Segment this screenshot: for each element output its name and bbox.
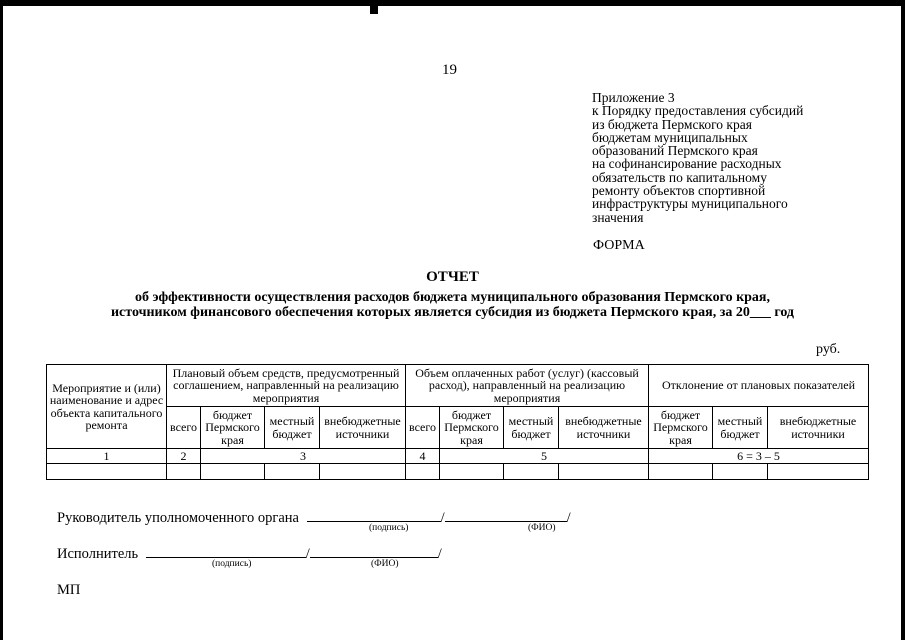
head-name-hint: (ФИО): [528, 523, 556, 533]
separator-slash: /: [566, 510, 571, 526]
table-cell[interactable]: [768, 464, 869, 480]
header-planned-group: Плановый объем средств, предусмотренный соглашением, направленный на реализацию мероприятия: [167, 365, 406, 407]
executor-label: Исполнитель: [57, 546, 139, 562]
header-planned-regional: бюджет Пермского края: [201, 407, 265, 449]
header-deviation-local: местный бюджет: [713, 407, 768, 449]
scan-border-top: [0, 0, 905, 6]
appendix-line: обязательств по капитальному: [592, 169, 767, 185]
seal-label: МП: [57, 582, 81, 598]
report-table: [46, 364, 869, 480]
header-paid-extra: внебюджетные источники: [559, 407, 649, 449]
table-cell[interactable]: [201, 464, 265, 480]
header-event: Мероприятие и (или) наименование и адрес объекта капитального ремонта: [47, 365, 167, 449]
header-planned-local: местный бюджет: [265, 407, 320, 449]
separator-slash: /: [305, 546, 310, 562]
table-cell[interactable]: [504, 464, 559, 480]
column-number: 6 = 3 – 5: [649, 449, 869, 464]
column-number: 2: [167, 449, 201, 464]
report-subtitle-line: источником финансового обеспечения которых является субсидия из бюджета Пермского края, за 20___ год: [110, 305, 795, 320]
executor-signature-hint: (подпись): [212, 559, 252, 569]
executor-signature-field[interactable]: [146, 543, 306, 558]
form-label: ФОРМА: [593, 238, 645, 253]
appendix-line: ремонту объектов спортивной: [592, 183, 766, 199]
head-name-field[interactable]: [445, 507, 567, 522]
scan-border-right: [901, 0, 905, 640]
executor-name-hint: (ФИО): [371, 559, 399, 569]
column-number-row: [47, 449, 869, 464]
header-paid-local: местный бюджет: [504, 407, 559, 449]
head-signature-field[interactable]: [307, 507, 441, 522]
report-subtitle-line: об эффективности осуществления расходов бюджета муниципального образования Пермского края,: [134, 290, 771, 305]
header-planned-total: всего: [167, 407, 201, 449]
appendix-line: значения: [592, 209, 644, 225]
scan-border-mark: [370, 0, 378, 14]
page-number: 19: [442, 62, 457, 78]
currency-label: руб.: [816, 342, 841, 357]
table-cell[interactable]: [713, 464, 768, 480]
table-cell[interactable]: [649, 464, 713, 480]
column-number: 4: [406, 449, 440, 464]
column-number: 1: [47, 449, 167, 464]
header-deviation-extra: внебюджетные источники: [768, 407, 869, 449]
column-number: 3: [201, 449, 406, 464]
separator-slash: /: [440, 510, 445, 526]
header-deviation-regional: бюджет Пермского края: [649, 407, 713, 449]
appendix-line: на софинансирование расходных: [592, 156, 782, 172]
appendix-line: образований Пермского края: [592, 143, 758, 159]
header-paid-total: всего: [406, 407, 440, 449]
table-cell[interactable]: [265, 464, 320, 480]
scan-border-left: [0, 0, 3, 640]
appendix-note: [592, 91, 892, 224]
report-subtitle: [0, 290, 905, 320]
head-signature-line: [57, 507, 571, 527]
header-paid-group: Объем оплаченных работ (услуг) (кассовый расход), направленный на реализацию мероприятия: [406, 365, 649, 407]
report-title: ОТЧЕТ: [426, 269, 479, 285]
table-cell[interactable]: [167, 464, 201, 480]
executor-name-field[interactable]: [310, 543, 438, 558]
table-row: [47, 464, 869, 480]
table-cell[interactable]: [406, 464, 440, 480]
header-planned-extra: внебюджетные источники: [320, 407, 406, 449]
appendix-line: инфраструктуры муниципального: [592, 196, 788, 212]
table-cell[interactable]: [320, 464, 406, 480]
head-signature-hint: (подпись): [369, 523, 409, 533]
column-number: 5: [440, 449, 649, 464]
table-cell[interactable]: [47, 464, 167, 480]
header-paid-regional: бюджет Пермского края: [440, 407, 504, 449]
appendix-line: бюджетам муниципальных: [592, 129, 748, 145]
appendix-line: к Порядку предоставления субсидий: [592, 103, 804, 119]
table-cell[interactable]: [440, 464, 504, 480]
appendix-line: Приложение 3: [592, 90, 675, 105]
appendix-line: из бюджета Пермского края: [592, 116, 752, 132]
table-cell[interactable]: [559, 464, 649, 480]
separator-slash: /: [437, 546, 442, 562]
head-label: Руководитель уполномоченного органа: [57, 510, 299, 526]
header-deviation-group: Отклонение от плановых показателей: [649, 365, 869, 407]
